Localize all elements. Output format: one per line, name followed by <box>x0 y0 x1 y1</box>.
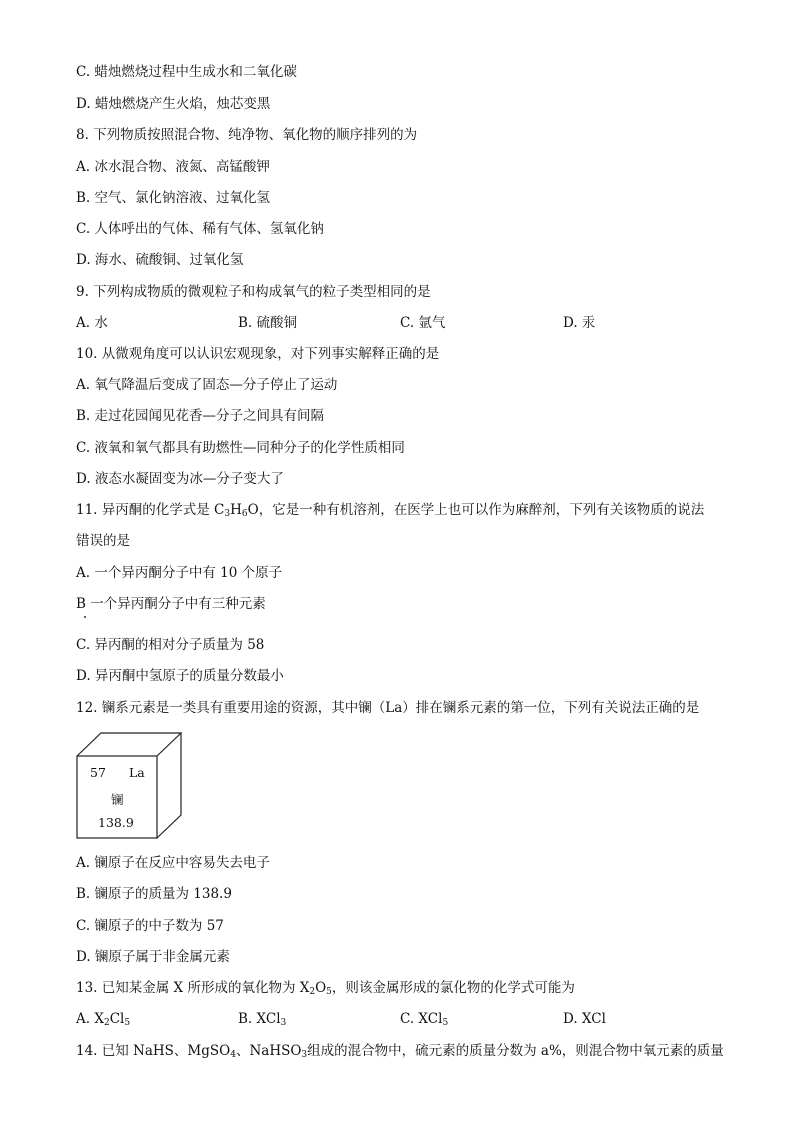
element-name: 镧 <box>111 792 124 807</box>
q11-option-d: D. 异丙酮中氢原子的质量分数最小 <box>76 668 284 684</box>
question-13 <box>76 979 575 997</box>
q11-option-b: B 一个异丙酮分子中有三种元素 <box>76 596 266 612</box>
question-14 <box>76 1042 724 1060</box>
q14-subscript-so3: 3 <box>301 1050 308 1060</box>
question-9: 9. 下列构成物质的微观粒子和构成氧气的粒子类型相同的是 <box>76 284 431 300</box>
q13-text-end: ，则该金属形成的氯化物的化学式可能为 <box>331 980 575 996</box>
q8-option-c: C. 人体呼出的气体、稀有气体、氢氧化钠 <box>76 221 324 237</box>
stray-dot <box>84 616 86 618</box>
q8-option-d: D. 海水、硫酸铜、过氧化氢 <box>76 252 244 268</box>
q11-subscript-c: 3 <box>224 509 231 519</box>
q13-option-a <box>76 1010 130 1028</box>
q8-option-b: B. 空气、氯化钠溶液、过氧化氢 <box>76 190 271 206</box>
q7-option-c: C. 蜡烛燃烧过程中生成水和二氧化碳 <box>76 64 297 80</box>
q13-subscript-x: 2 <box>309 987 316 997</box>
q11-text-h: H <box>230 502 242 518</box>
q10-option-d: D. 液态水凝固变为冰—分子变大了 <box>76 471 284 487</box>
q12-option-b: B. 镧原子的质量为 138.9 <box>76 886 232 902</box>
q13-text-start: 13. 已知某金属 X 所形成的氧化物为 X <box>76 980 310 996</box>
q11-text-end: O，它是一种有机溶剂，在医学上也可以作为麻醉剂，下列有关该物质的说法 <box>247 502 705 518</box>
q9-option-b: B. 硫酸铜 <box>238 315 298 331</box>
element-card-lanthanum <box>76 732 184 840</box>
q13c-sub: 5 <box>442 1018 449 1028</box>
q13-option-d: D. XCl <box>563 1011 606 1027</box>
q13b-sub: 3 <box>280 1018 287 1028</box>
q13a-sub-1: 2 <box>103 1018 110 1028</box>
q13a-sub-2: 5 <box>124 1018 131 1028</box>
question-12: 12. 镧系元素是一类具有重要用途的资源，其中镧（La）排在镧系元素的第一位，下列有关说法正确的是 <box>76 700 700 716</box>
q14-text-end: 组成的混合物中，硫元素的质量分数为 a%，则混合物中氧元素的质量 <box>307 1043 724 1059</box>
q13-subscript-o: 5 <box>326 987 332 997</box>
q11-text-start: 11. 异丙酮的化学式是 C <box>76 502 225 518</box>
question-11-line-2: 错误的是 <box>76 533 130 549</box>
q7-option-d: D. 蜡烛燃烧产生火焰，烛芯变黑 <box>76 96 271 112</box>
q13-option-c <box>400 1010 448 1028</box>
q12-option-d: D. 镧原子属于非金属元素 <box>76 949 230 965</box>
q11-option-a: A. 一个异丙酮分子中有 10 个原子 <box>76 565 283 581</box>
q10-option-b: B. 走过花园闻见花香—分子之间具有间隔 <box>76 408 325 424</box>
q14-subscript-so4: 4 <box>230 1050 236 1060</box>
q11-subscript-h: 6 <box>241 509 248 519</box>
q12-option-c: C. 镧原子的中子数为 57 <box>76 918 224 934</box>
q8-option-a: A. 冰水混合物、液氮、高锰酸钾 <box>76 159 270 175</box>
question-11 <box>76 501 704 519</box>
q12-option-a: A. 镧原子在反应中容易失去电子 <box>76 855 270 871</box>
q11-option-c: C. 异丙酮的相对分子质量为 58 <box>76 637 265 653</box>
atomic-mass: 138.9 <box>98 815 134 830</box>
question-8: 8. 下列物质按照混合物、纯净物、氧化物的顺序排列的为 <box>76 127 418 143</box>
q13-option-b <box>238 1010 286 1028</box>
q13c-text: C. XCl <box>400 1011 443 1027</box>
q13-text-o: O <box>315 980 327 996</box>
q9-option-a: A. 水 <box>76 315 108 331</box>
q13a-text: A. X <box>76 1011 104 1027</box>
q9-option-c: C. 氩气 <box>400 315 446 331</box>
q14-text-mid: 、NaHSO <box>235 1043 302 1059</box>
q9-option-d: D. 汞 <box>563 315 596 331</box>
q13b-text: B. XCl <box>238 1011 281 1027</box>
atomic-number: 57 <box>90 765 106 780</box>
question-10: 10. 从微观角度可以认识宏观现象，对下列事实解释正确的是 <box>76 346 440 362</box>
q10-option-a: A. 氧气降温后变成了固态—分子停止了运动 <box>76 377 338 393</box>
q14-text-start: 14. 已知 NaHS、MgSO <box>76 1043 231 1059</box>
q10-option-c: C. 液氧和氧气都具有助燃性—同种分子的化学性质相同 <box>76 440 405 456</box>
element-symbol: La <box>129 765 145 780</box>
q13a-text-cl: Cl <box>109 1011 125 1027</box>
